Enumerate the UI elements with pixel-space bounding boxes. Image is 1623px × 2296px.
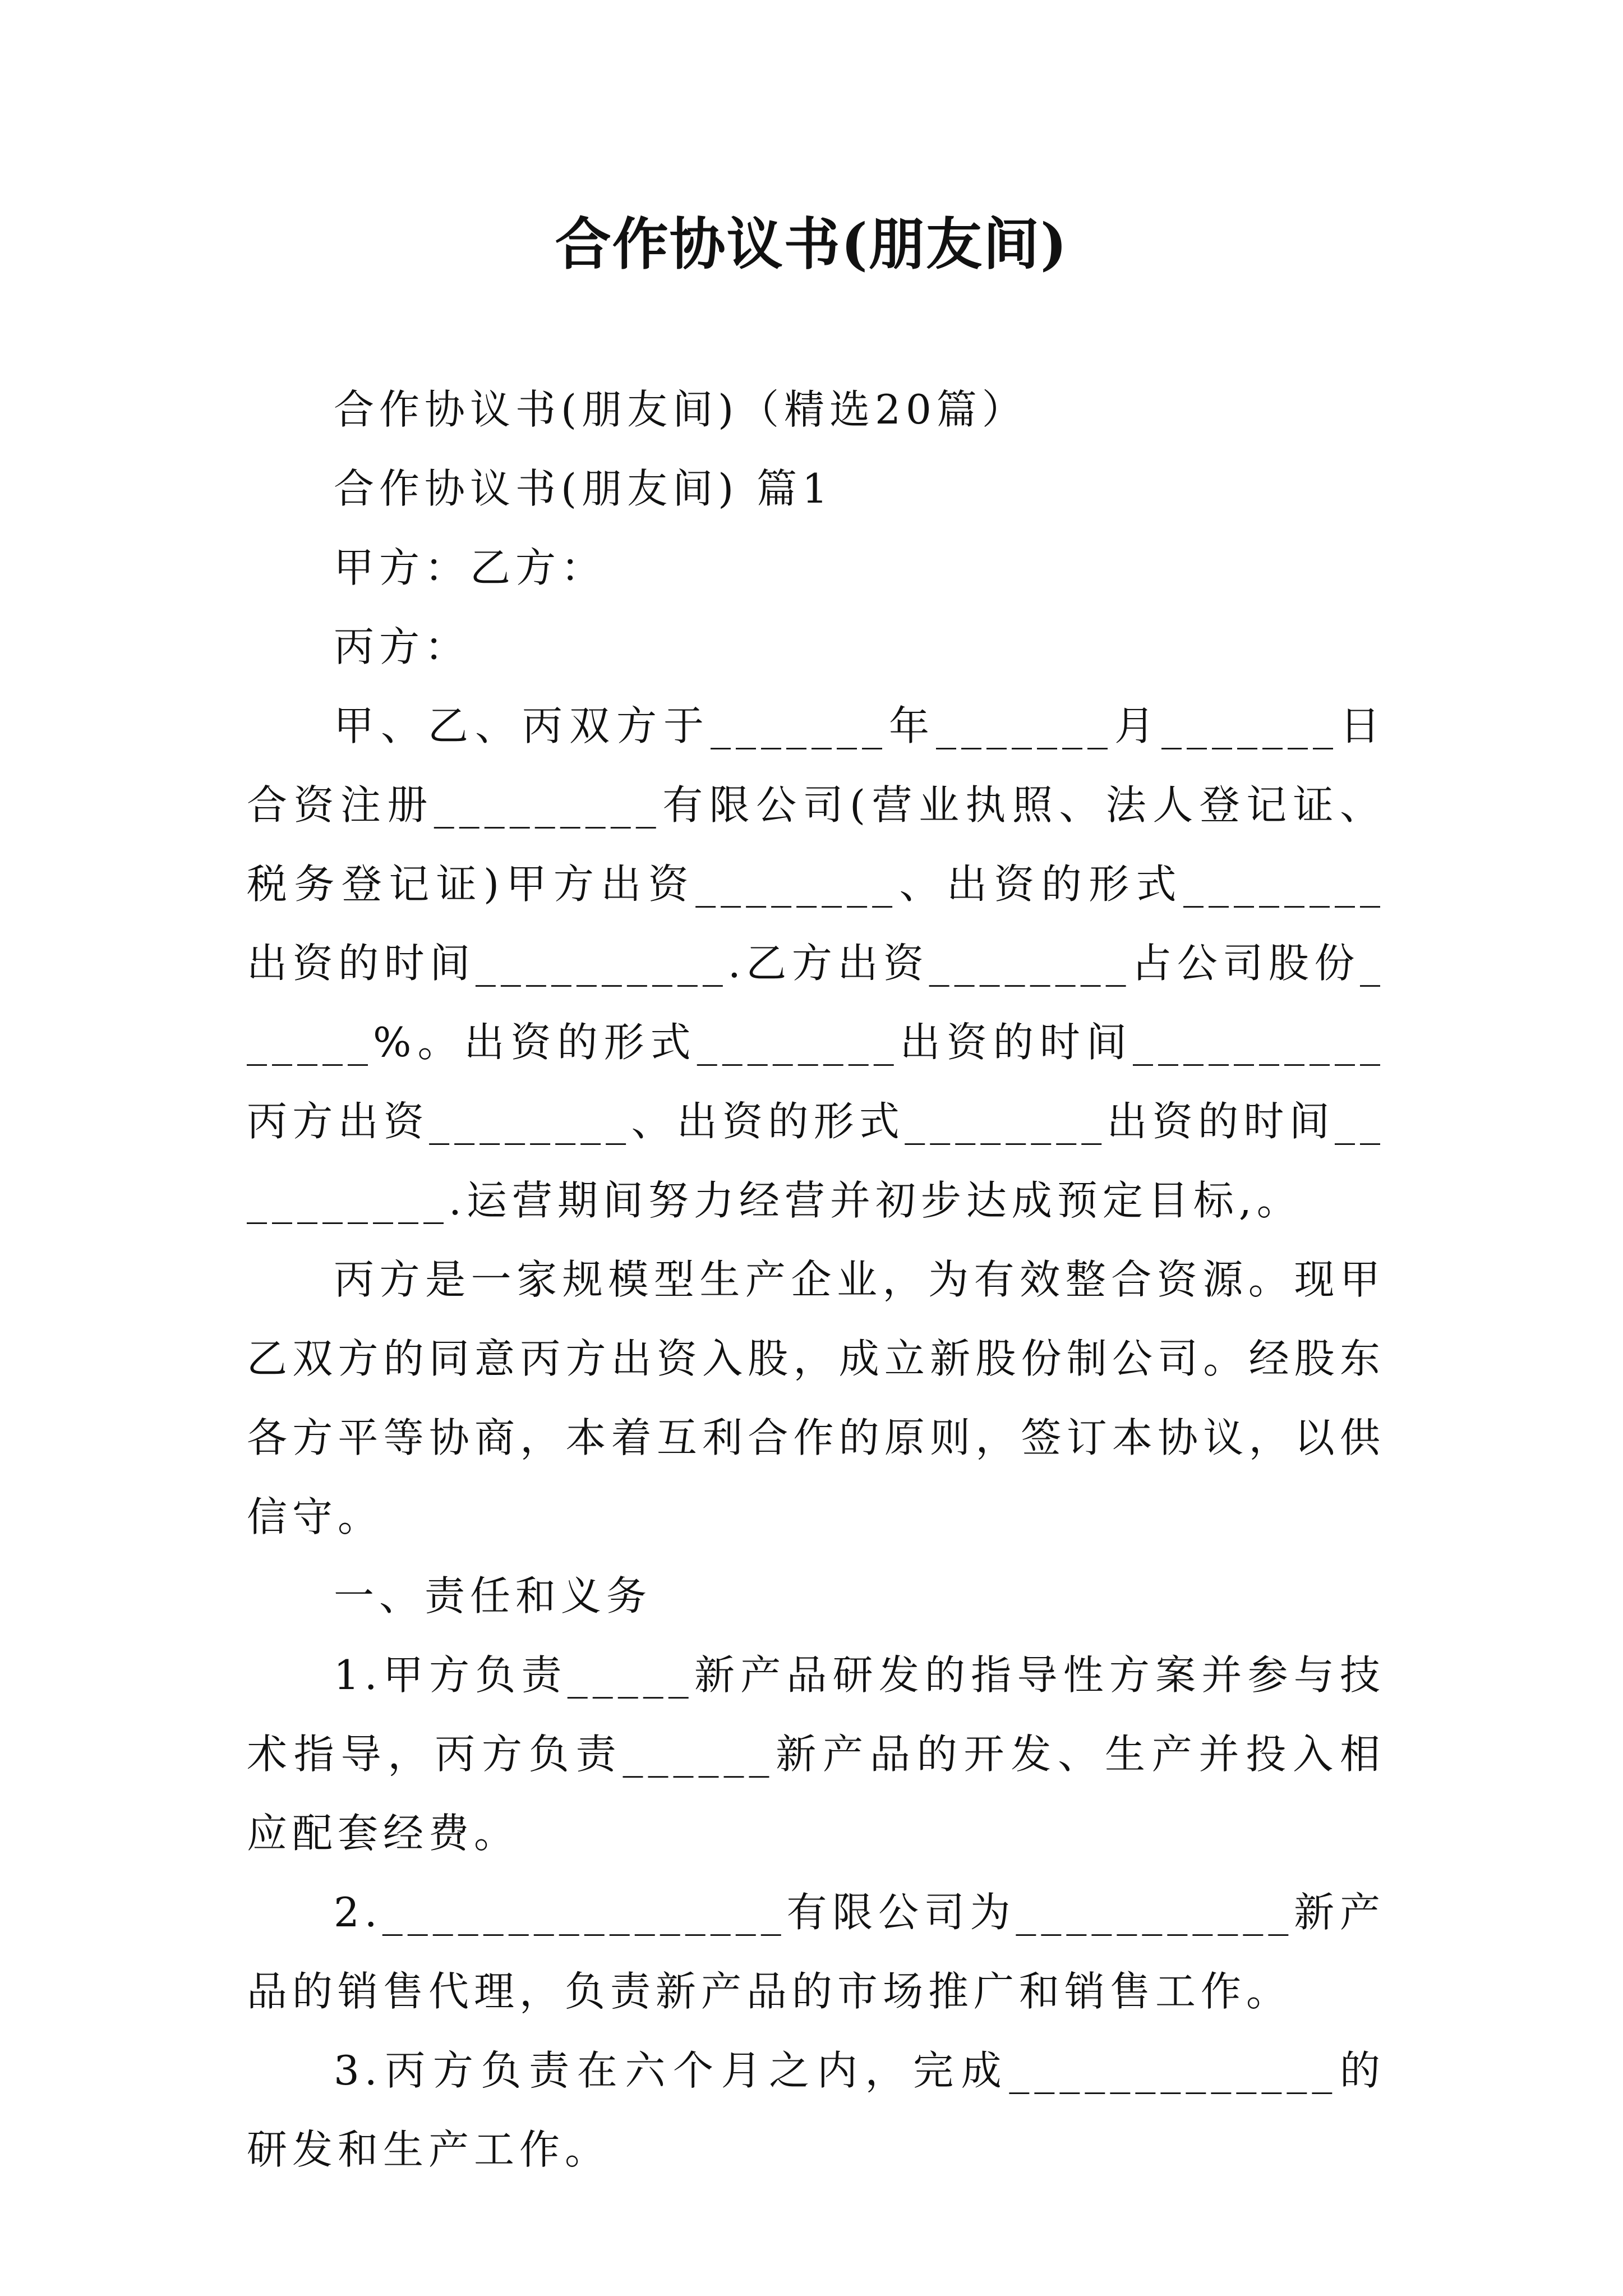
paragraph-investment-terms: 甲、乙、丙双方于_______年_______月_______日合资注册_________有限公司(营业执照、法人登记证、税务登记证)甲方出资________、出资的形式________出资的时间__________.乙方出资________占公司股份______%。出资的形式________出资的时间__________丙方出资________、出资的形式________出资的时间__________.运营期间努力经营并初步达成预定目标,。 (247, 702, 1385, 1224)
paragraph-duty-1: 1.甲方负责_____新产品研发的指导性方案并参与技术指导，丙方负责______新产品的开发、生产并投入相应配套经费。 (247, 1651, 1385, 1857)
paragraph-party-a-b: 甲方：乙方： (334, 544, 607, 591)
paragraph-party-c: 丙方： (334, 623, 471, 670)
paragraph-duty-2: 2.________________有限公司为___________新产品的销售代理，负责新产品的市场推广和销售工作。 (247, 1889, 1385, 2015)
paragraph-subtitle: 合作协议书(朋友间)（精选20篇） (334, 386, 1027, 433)
paragraph-duty-3: 3.丙方负责在六个月之内，完成_____________的研发和生产工作。 (247, 2047, 1385, 2173)
paragraph-duties-heading: 一、责任和义务 (334, 1572, 652, 1619)
document-title: 合作协议书(朋友间) (555, 211, 1068, 277)
document-body (247, 370, 1385, 2189)
paragraph-background: 丙方是一家规模型生产企业，为有效整合资源。现甲乙双方的同意丙方出资入股，成立新股份制公司。经股东各方平等协商，本着互利合作的原则，签订本协议，以供信守。 (247, 1256, 1385, 1540)
paragraph-section-heading: 合作协议书(朋友间) 篇1 (334, 465, 833, 512)
